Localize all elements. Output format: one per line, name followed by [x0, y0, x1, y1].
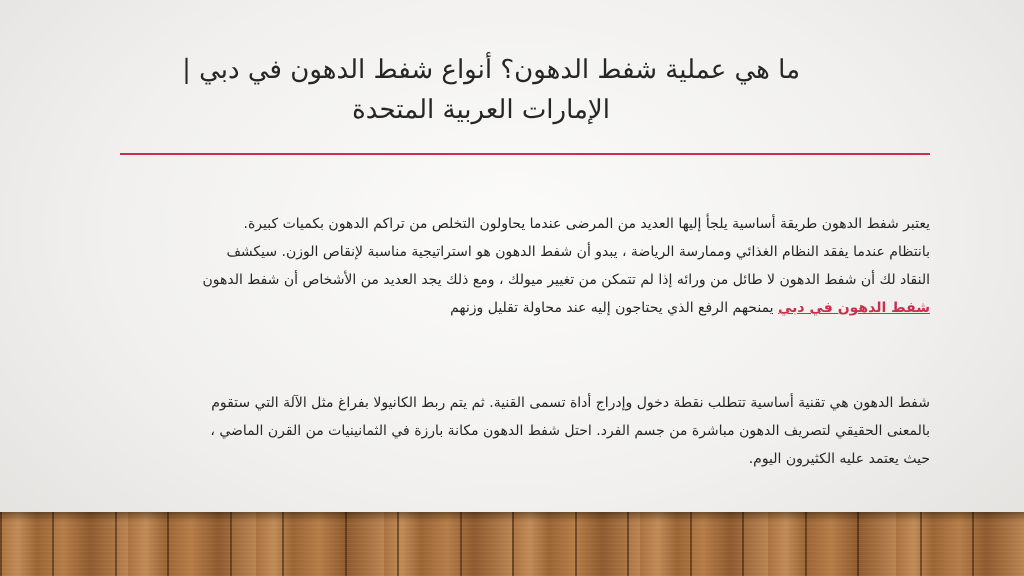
- paragraph-2: [70, 389, 930, 473]
- floor-shadow: [0, 512, 1024, 522]
- paragraph-1-line-2: بانتظام عندما يفقد النظام الغذائي وممارسة الرياضة ، يبدو أن شفط الدهون هو استراتيجية مناسبة لإنقاص الوزن. سيكشف: [226, 244, 930, 260]
- title-line-2: الإمارات العربية المتحدة: [352, 95, 610, 125]
- paragraph-2-line-3: حيث يعتمد عليه الكثيرون اليوم.: [748, 451, 930, 467]
- paragraph-2-line-2: بالمعنى الحقيقي لتصريف الدهون مباشرة من جسم الفرد. احتل شفط الدهون مكانة بارزة في الثمانينيات من القرن الماضي ،: [210, 423, 930, 439]
- paragraph-1: [70, 210, 930, 322]
- title-divider: [120, 153, 930, 155]
- liposuction-dubai-link[interactable]: شفط الدهون في دبي: [778, 300, 930, 316]
- slide-title: [120, 50, 800, 130]
- paragraph-1-line-3: النقاد لك أن شفط الدهون لا طائل من ورائه إذا لم تتمكن من تغيير ميولك ، ومع ذلك يجد العديد من الأشخاص أن شفط الدهون: [202, 272, 930, 288]
- paragraph-1-line-4-text: يمنحهم الرفع الذي يحتاجون إليه عند محاولة تقليل وزنهم: [450, 300, 774, 316]
- paragraph-2-line-1: شفط الدهون هي تقنية أساسية تتطلب نقطة دخول وإدراج أداة تسمى القنية. ثم يتم ربط الكانيولا بفراغ مثل الآلة التي ستقوم: [211, 395, 930, 411]
- paragraph-1-line-4: [70, 294, 930, 322]
- title-line-1: ما هي عملية شفط الدهون؟ أنواع شفط الدهون في دبي |: [182, 55, 800, 85]
- paragraph-1-line-1: يعتبر شفط الدهون طريقة أساسية يلجأ إليها العديد من المرضى عندما يحاولون التخلص من تراكم الدهون بكميات كبيرة.: [243, 216, 930, 232]
